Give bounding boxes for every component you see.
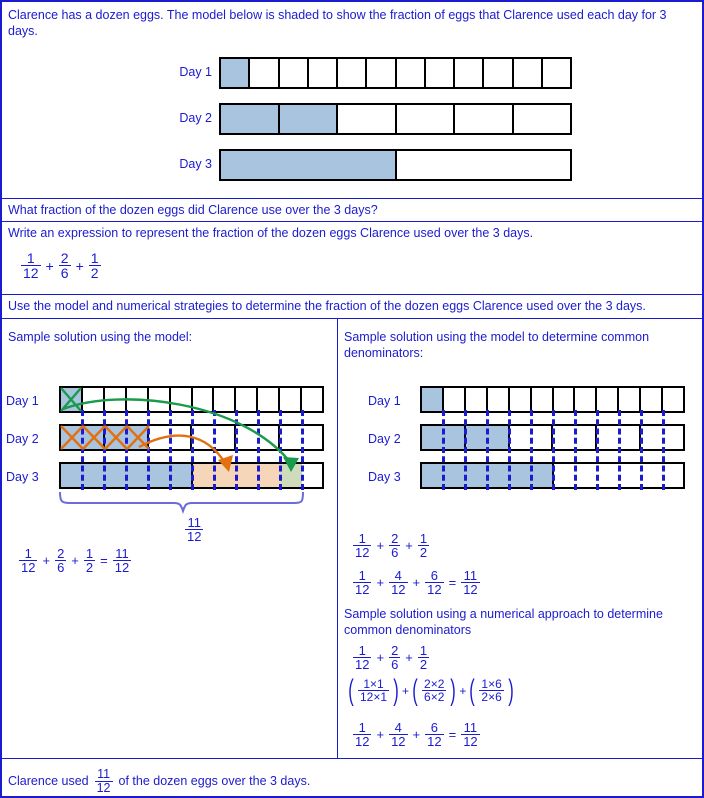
equals-operator: = bbox=[100, 553, 108, 569]
bar-cell bbox=[61, 388, 83, 411]
question-3: Use the model and numerical strategies to determine the fraction of the dozen eggs Clarence used over the 3 days. bbox=[8, 299, 646, 313]
right-model-day3-label: Day 3 bbox=[368, 470, 401, 484]
twelfth-guide bbox=[486, 410, 489, 490]
fraction-2-6: $\frac{2}{6}$ bbox=[391, 643, 399, 673]
bar-cell bbox=[422, 388, 444, 411]
bar-cell bbox=[397, 105, 456, 133]
plus-operator: + bbox=[376, 538, 385, 554]
fraction-1x6-2x6: $\frac{1\times 6}{2\times 6}$ bbox=[481, 677, 502, 705]
plus-operator: + bbox=[376, 650, 385, 666]
left-model-day2-label: Day 2 bbox=[6, 432, 39, 446]
fraction-1-12: $\frac{1}{12}$ bbox=[355, 531, 370, 561]
fraction-1-12: $\frac{1}{12}$ bbox=[355, 720, 370, 750]
twelfth-guide bbox=[191, 410, 194, 490]
left-model-day1-label: Day 1 bbox=[6, 394, 39, 408]
right-panel-equation-line1 bbox=[350, 530, 432, 560]
right-model-day1-label: Day 1 bbox=[368, 394, 401, 408]
fraction-1-2: $\frac{1}{2}$ bbox=[419, 643, 428, 673]
plus-operator: + bbox=[376, 727, 385, 743]
left-model-day3-label: Day 3 bbox=[6, 470, 39, 484]
bar-cell bbox=[575, 388, 597, 411]
twelfth-guide bbox=[169, 410, 172, 490]
left-paren: ( bbox=[348, 674, 354, 708]
plus-operator: + bbox=[412, 727, 421, 743]
bar-cell bbox=[221, 59, 250, 87]
twelfth-guide bbox=[81, 410, 84, 490]
bar-cell bbox=[127, 388, 149, 411]
bar-cell bbox=[619, 388, 641, 411]
bar-cell bbox=[221, 105, 280, 133]
right-model-bar-day1 bbox=[420, 386, 685, 413]
bar-cell bbox=[83, 388, 105, 411]
right-paren: ) bbox=[450, 674, 457, 708]
bar-cell bbox=[250, 59, 279, 87]
plus-operator: + bbox=[459, 683, 467, 698]
expression-sum bbox=[18, 250, 104, 281]
twelfth-guide bbox=[508, 410, 511, 490]
bar-cell bbox=[309, 59, 338, 87]
bar-cell bbox=[426, 59, 455, 87]
right-paren: ) bbox=[508, 674, 514, 708]
plus-operator: + bbox=[402, 683, 410, 698]
fraction-11-12: $\frac{11}{12}$ bbox=[463, 568, 478, 598]
twelfth-guide bbox=[103, 410, 106, 490]
bar-cell bbox=[514, 105, 571, 133]
top-model-day1-label: Day 1 bbox=[179, 65, 212, 79]
bar-cell bbox=[302, 388, 322, 411]
fraction-6-12: $\frac{6}{12}$ bbox=[427, 568, 442, 598]
twelfth-guide bbox=[618, 410, 621, 490]
fraction-1-12: $\frac{1}{12}$ bbox=[355, 568, 370, 598]
twelfth-guide bbox=[301, 410, 304, 490]
bar-cell bbox=[532, 388, 554, 411]
fraction-11-12: $\frac{11}{12}$ bbox=[187, 515, 202, 545]
right-paren: ) bbox=[393, 674, 399, 708]
fraction-2x2-6x2: $\frac{2\times 2}{6\times 2}$ bbox=[424, 677, 445, 705]
equals-operator: = bbox=[448, 575, 457, 591]
bar-cell bbox=[280, 105, 339, 133]
twelfth-guide bbox=[596, 410, 599, 490]
twelfth-guide bbox=[125, 410, 128, 490]
bar-cell bbox=[221, 151, 397, 179]
bar-cell bbox=[444, 388, 466, 411]
divider bbox=[2, 198, 702, 199]
bar-cell bbox=[510, 388, 532, 411]
bar-cell bbox=[641, 388, 663, 411]
bar-cell bbox=[397, 59, 426, 87]
plus-operator: + bbox=[412, 575, 421, 591]
top-model-day3-label: Day 3 bbox=[179, 157, 212, 171]
conclusion-after: of the dozen eggs over the 3 days. bbox=[118, 774, 311, 789]
left-model-transfer-green bbox=[280, 464, 302, 487]
conclusion-before: Clarence used bbox=[8, 774, 89, 789]
brace-value bbox=[182, 514, 206, 544]
left-paren: ( bbox=[412, 674, 418, 708]
bar-cell bbox=[214, 388, 236, 411]
numeric-line-2 bbox=[347, 674, 515, 708]
top-model-day2-label: Day 2 bbox=[179, 111, 212, 125]
divider bbox=[2, 758, 702, 759]
intro-text: Clarence has a dozen eggs. The model below is shaded to show the fraction of eggs that Clarence used each day for 3 days. bbox=[8, 8, 667, 38]
fraction-2-6: $\frac{2}{6}$ bbox=[391, 531, 399, 561]
fraction-11-12: $\frac{11}{12}$ bbox=[114, 546, 130, 576]
bar-cell bbox=[484, 59, 513, 87]
fraction-4-12: $\frac{4}{12}$ bbox=[391, 720, 406, 750]
right-panel-title: Sample solution using the model to determine common denominators: bbox=[344, 330, 650, 360]
twelfth-guide bbox=[235, 410, 238, 490]
plus-operator: + bbox=[71, 553, 79, 569]
divider bbox=[2, 221, 702, 222]
fraction-1-2: $\frac{1}{2}$ bbox=[85, 546, 94, 576]
question-1: What fraction of the dozen eggs did Clarence use over the 3 days? bbox=[8, 203, 378, 217]
twelfth-guide bbox=[552, 410, 555, 490]
bar-cell bbox=[543, 59, 570, 87]
plus-operator: + bbox=[405, 538, 413, 554]
fraction-1-2: $\frac{1}{2}$ bbox=[419, 531, 428, 561]
bar-cell bbox=[455, 105, 514, 133]
question-2: Write an expression to represent the fraction of the dozen eggs Clarence used over the 3 days. bbox=[8, 226, 534, 240]
twelfth-guide bbox=[530, 410, 533, 490]
plus-operator: + bbox=[45, 257, 54, 274]
bar-cell bbox=[554, 388, 576, 411]
numeric-line-1 bbox=[350, 642, 432, 672]
bar-cell bbox=[171, 388, 193, 411]
left-panel-title: Sample solution using the model: bbox=[8, 330, 193, 344]
bar-cell bbox=[193, 388, 215, 411]
fraction-11-12: $\frac{11}{12}$ bbox=[96, 767, 111, 795]
twelfth-guide bbox=[147, 410, 150, 490]
bar-cell bbox=[514, 59, 543, 87]
bar-cell bbox=[236, 388, 258, 411]
twelfth-guide bbox=[662, 410, 665, 490]
plus-operator: + bbox=[376, 575, 385, 591]
twelfth-guide bbox=[257, 410, 260, 490]
panel-divider bbox=[337, 318, 338, 758]
bar-cell bbox=[367, 59, 396, 87]
top-model-bar-day2 bbox=[219, 103, 572, 135]
divider bbox=[2, 318, 702, 319]
left-panel-equation bbox=[16, 545, 134, 575]
plus-operator: + bbox=[405, 650, 413, 666]
bar-cell bbox=[280, 388, 302, 411]
fraction-1-12: $\frac{1}{12}$ bbox=[21, 546, 36, 576]
left-paren: ( bbox=[469, 674, 476, 708]
fraction-2-6: $\frac{2}{6}$ bbox=[60, 250, 69, 282]
fraction-1-2: $\frac{1}{2}$ bbox=[90, 250, 99, 282]
fraction-1-12: $\frac{1}{12}$ bbox=[23, 250, 39, 282]
bar-cell bbox=[488, 388, 510, 411]
bar-cell bbox=[258, 388, 280, 411]
bar-cell bbox=[338, 105, 397, 133]
twelfth-guide bbox=[279, 410, 282, 490]
twelfth-guide bbox=[442, 410, 445, 490]
bar-cell bbox=[663, 388, 683, 411]
top-model-bar-day3 bbox=[219, 149, 572, 181]
bar-cell bbox=[338, 59, 367, 87]
bar-cell bbox=[149, 388, 171, 411]
twelfth-guide bbox=[574, 410, 577, 490]
bar-cell bbox=[105, 388, 127, 411]
fraction-2-6: $\frac{2}{6}$ bbox=[57, 546, 65, 576]
twelfth-guide bbox=[640, 410, 643, 490]
bar-cell bbox=[397, 151, 571, 179]
bar-cell bbox=[455, 59, 484, 87]
twelfth-guide bbox=[213, 410, 216, 490]
equals-operator: = bbox=[448, 727, 457, 743]
left-model-bar-day1 bbox=[59, 386, 324, 413]
divider bbox=[2, 294, 702, 295]
right-panel-equation-line2 bbox=[350, 567, 483, 597]
top-model-bar-day1 bbox=[219, 57, 572, 89]
fraction-1x1-12x1: $\frac{1\times 1}{12\times 1}$ bbox=[360, 677, 388, 705]
plus-operator: + bbox=[75, 257, 84, 274]
brace bbox=[60, 492, 303, 511]
numeric-approach-title: Sample solution using a numerical approach to determine common denominators bbox=[344, 607, 663, 637]
right-model-day2-label: Day 2 bbox=[368, 432, 401, 446]
fraction-11-12: $\frac{11}{12}$ bbox=[463, 720, 478, 750]
twelfth-guide bbox=[464, 410, 467, 490]
fraction-4-12: $\frac{4}{12}$ bbox=[391, 568, 406, 598]
numeric-line-3 bbox=[350, 719, 483, 749]
fraction-6-12: $\frac{6}{12}$ bbox=[427, 720, 442, 750]
conclusion bbox=[8, 768, 310, 795]
fraction-1-12: $\frac{1}{12}$ bbox=[355, 643, 370, 673]
bar-cell bbox=[597, 388, 619, 411]
bar-cell bbox=[280, 59, 309, 87]
plus-operator: + bbox=[42, 553, 51, 569]
bar-cell bbox=[466, 388, 488, 411]
